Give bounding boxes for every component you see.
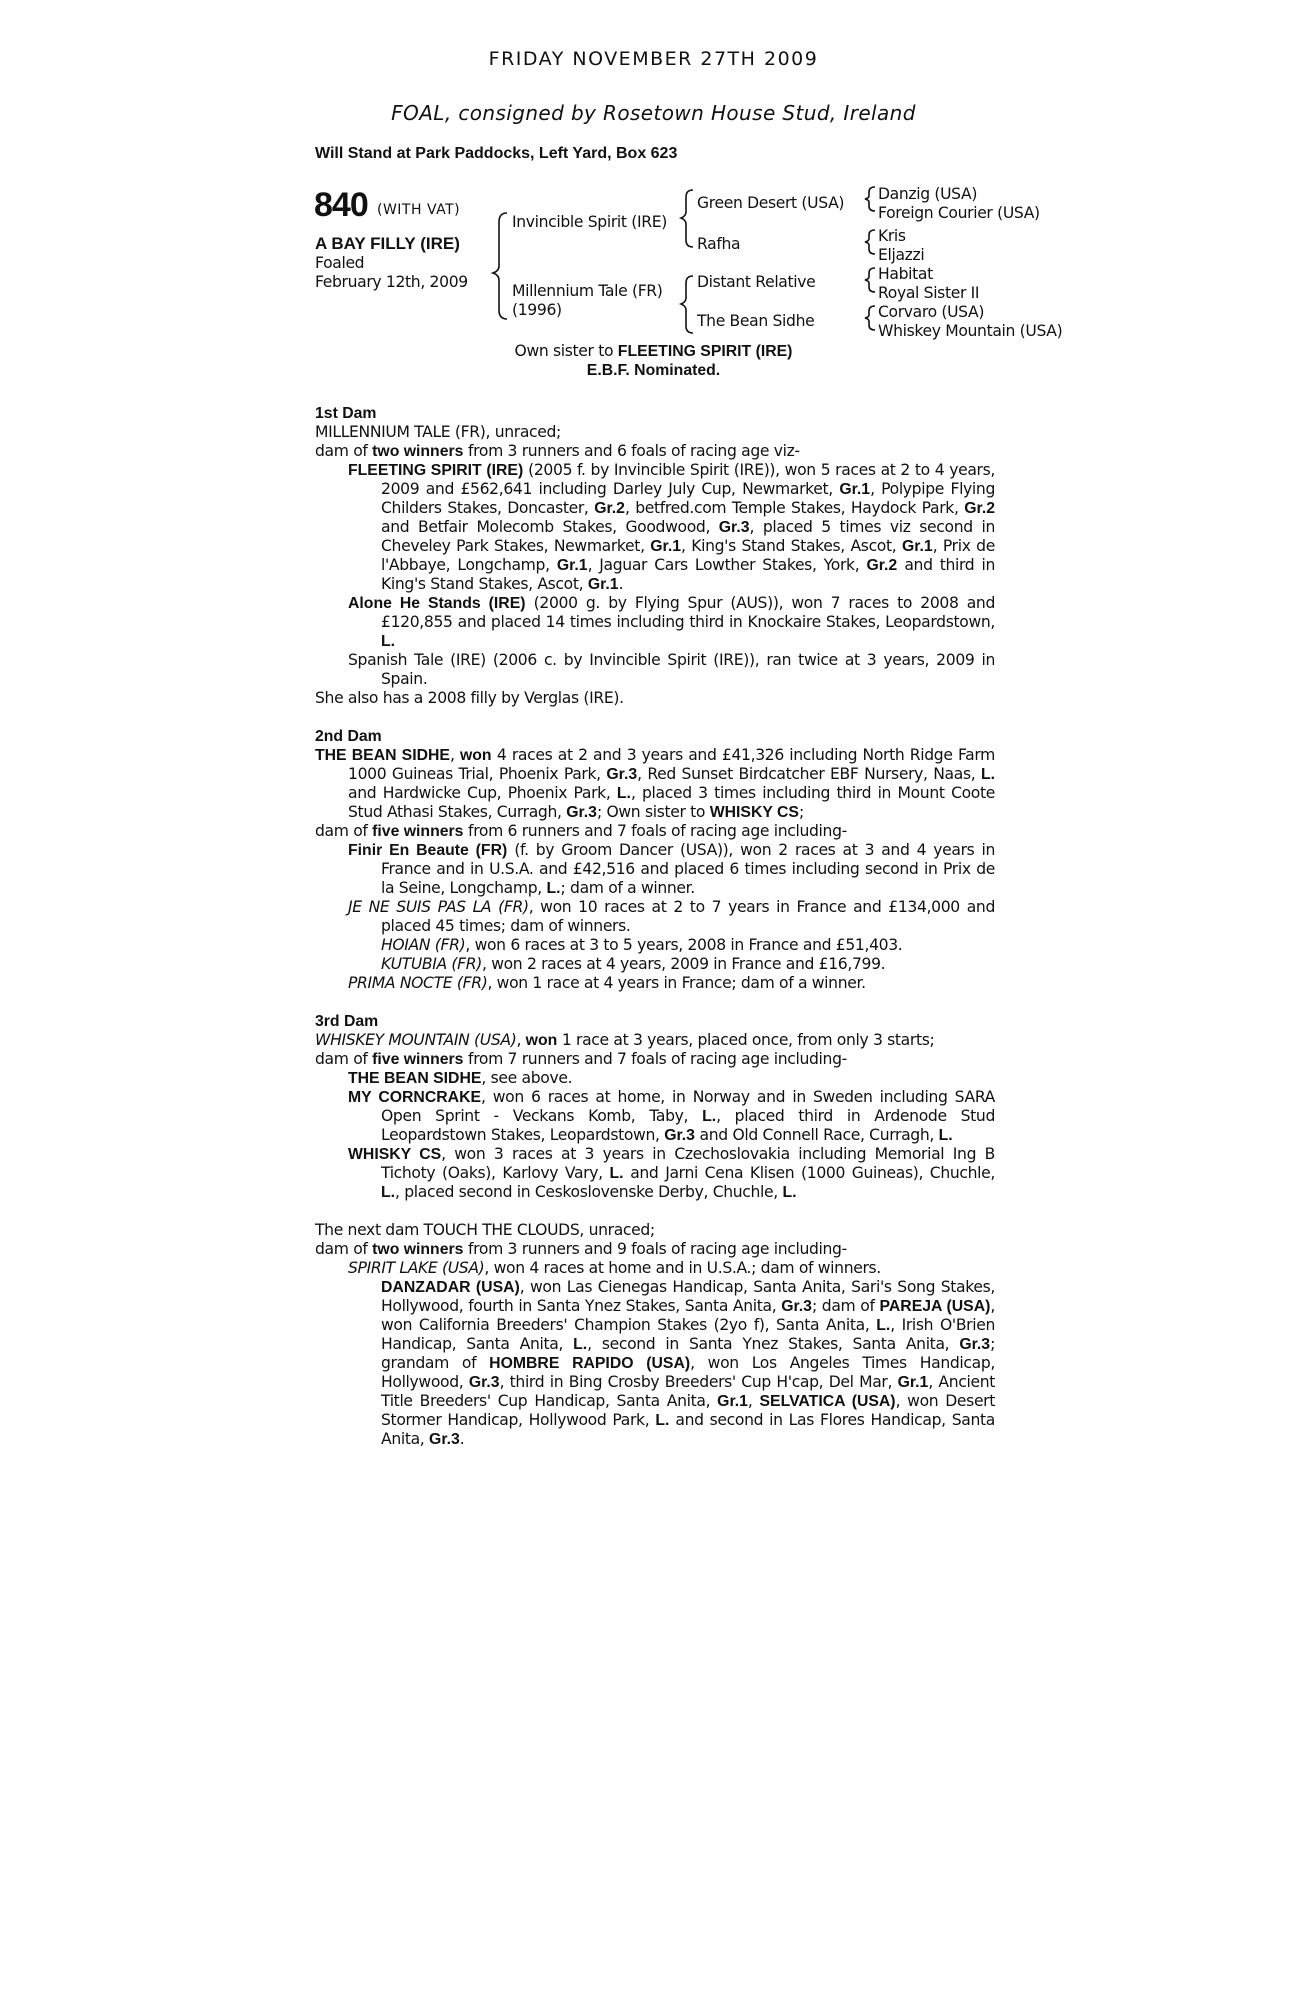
progeny-prima-nocte: PRIMA NOCTE (FR), won 1 race at 4 years in France; dam of a winner.: [348, 974, 866, 992]
stand-location: Will Stand at Park Paddocks, Left Yard, Box 623: [315, 145, 678, 162]
first-dam-heading: 1st Dam: [315, 405, 377, 422]
progeny-spanish-tale: Spanish Tale (IRE) (2006 c. by Invincible Spirit (IRE)), ran twice at 3 years, 2009 in Spain.: [348, 651, 995, 688]
first-dam-dam-of: dam of two winners from 3 runners and 6 foals of racing age viz-: [315, 442, 800, 460]
foaled-date: February 12th, 2009: [315, 273, 468, 291]
pedigree-ggp-5: Habitat: [878, 265, 933, 283]
pedigree-sire-dam: Rafha: [697, 235, 741, 253]
sale-date: FRIDAY NOVEMBER 27TH 2009: [488, 48, 819, 70]
next-dam-intro: The next dam TOUCH THE CLOUDS, unraced;: [315, 1221, 655, 1239]
progeny-fleeting-spirit: FLEETING SPIRIT (IRE) (2005 f. by Invincible Spirit (IRE)), won 5 races at 2 to 4 years, 2009 and £562,641 including Darley July Cup, Newmarket, Gr.1, Polypipe Flying Childers Stakes, Doncaster, Gr.2, betfred.com Temple Stakes, Haydock Park, Gr.2 and Betfair Molecomb Stakes, Goodwood, Gr.3, placed 5 times viz second in Cheveley Park Stakes, Newmarket, Gr.1, King's Stand Stakes, Ascot, Gr.1, Prix de l'Abbaye, Longchamp, Gr.1, Jaguar Cars Lowther Stakes, York, Gr.2 and third in King's Stand Stakes, Ascot, Gr.1.: [348, 461, 996, 593]
next-dam-section: [315, 1221, 995, 1449]
third-dam-heading: 3rd Dam: [315, 1013, 379, 1030]
ggp-bracket-4: [865, 306, 875, 330]
next-dam-dam-of: dam of two winners from 3 runners and 9 foals of racing age including-: [315, 1240, 847, 1258]
progeny-spirit-lake: SPIRIT LAKE (USA), won 4 races at home and in U.S.A.; dam of winners.: [348, 1259, 881, 1277]
progeny-the-bean-sidhe: THE BEAN SIDHE, see above.: [348, 1069, 573, 1087]
first-dam-also: She also has a 2008 filly by Verglas (IRE).: [315, 689, 624, 707]
third-dam-record: WHISKEY MOUNTAIN (USA), won 1 race at 3 years, placed once, from only 3 starts;: [315, 1031, 935, 1049]
ggp-bracket-1: [865, 187, 875, 211]
first-dam-section: [315, 404, 995, 708]
pedigree-brackets: [0, 0, 1307, 360]
pedigree-ggp-3: Kris: [878, 227, 906, 245]
progeny-je-ne-suis-pas-la: JE NE SUIS PAS LA (FR), won 10 races at 2 to 7 years in France and £134,000 and placed 45 times; dam of winners.: [348, 898, 996, 935]
pedigree-ggp-7: Corvaro (USA): [878, 303, 985, 321]
progeny-kutubia: KUTUBIA (FR), won 2 races at 4 years, 2009 in France and £16,799.: [381, 955, 886, 973]
main-bracket: [493, 213, 507, 319]
lot-number: 840: [314, 186, 368, 224]
own-sister-note: Own sister to FLEETING SPIRIT (IRE): [514, 342, 793, 360]
pedigree-ggp-6: Royal Sister II: [878, 284, 980, 302]
progeny-hoian: HOIAN (FR), won 6 races at 3 to 5 years, 2008 in France and £51,403.: [381, 936, 903, 954]
progeny-danzadar: DANZADAR (USA), won Las Cienegas Handicap, Santa Anita, Sari's Song Stakes, Hollywood, fourth in Santa Ynez Stakes, Santa Anita, Gr.3; dam of PAREJA (USA), won California Breeders' Champion Stakes (2yo f), Santa Anita, L., Irish O'Brien Handicap, Santa Anita, L., second in Santa Ynez Stakes, Santa Anita, Gr.3; grandam of HOMBRE RAPIDO (USA), won Los Angeles Times Handicap, Hollywood, Gr.3, third in Bing Crosby Breeders' Cup H'cap, Del Mar, Gr.1, Ancient Title Breeders' Cup Handicap, Santa Anita, Gr.1, SELVATICA (USA), won Desert Stormer Handicap, Hollywood Park, L. and second in Las Flores Handicap, Santa Anita, Gr.3.: [381, 1278, 996, 1448]
second-dam-section: [315, 727, 995, 993]
consignor-line: FOAL, consigned by Rosetown House Stud, Ireland: [391, 101, 916, 125]
sire-bracket: [681, 190, 693, 247]
own-sister-name: FLEETING SPIRIT (IRE): [617, 343, 793, 360]
pedigree-ggp-8: Whiskey Mountain (USA): [878, 322, 1063, 340]
foaled-label: Foaled: [315, 254, 365, 272]
pedigree-sire: Invincible Spirit (IRE): [512, 213, 667, 231]
third-dam-dam-of: dam of five winners from 7 runners and 7 foals of racing age including-: [315, 1050, 847, 1068]
progeny-whisky-cs: WHISKY CS, won 3 races at 3 years in Czechoslovakia including Memorial Ing B Tichoty (Oaks), Karlovy Vary, L. and Jarni Cena Klisen (1000 Guineas), Chuchle, L., placed second in Ceskoslovenske Derby, Chuchle, L.: [348, 1145, 995, 1201]
progeny-alone-he-stands: Alone He Stands (IRE) (2000 g. by Flying Spur (AUS)), won 7 races to 2008 and £120,855 and placed 14 times including third in Knockaire Stakes, Leopardstown, L.: [348, 594, 996, 650]
pedigree-sire-sire: Green Desert (USA): [697, 194, 845, 212]
pedigree-ggp-2: Foreign Courier (USA): [878, 204, 1040, 222]
progeny-my-corncrake: MY CORNCRAKE, won 6 races at home, in Norway and in Sweden including SARA Open Sprint - Veckans Komb, Taby, L., placed third in Ardenode Stud Leopardstown Stakes, Leopardstown, Gr.3 and Old Connell Race, Curragh, L.: [348, 1088, 995, 1144]
pedigree-dam-sire: Distant Relative: [697, 273, 816, 291]
progeny-finir-en-beaute: Finir En Beaute (FR) (f. by Groom Dancer (USA)), won 2 races at 3 and 4 years in France and in U.S.A. and £42,516 and placed 6 times including second in Prix de la Seine, Longchamp, L.; dam of a winner.: [348, 841, 995, 897]
ggp-bracket-3: [865, 268, 875, 292]
catalogue-body: [315, 404, 995, 1449]
pedigree-dam-year: (1996): [512, 301, 562, 319]
pedigree-dam: Millennium Tale (FR): [512, 282, 663, 300]
second-dam-heading: 2nd Dam: [315, 728, 382, 745]
pedigree-dam-dam: The Bean Sidhe: [697, 312, 815, 330]
second-dam-dam-of: dam of five winners from 6 runners and 7 foals of racing age including-: [315, 822, 847, 840]
ggp-bracket-2: [865, 230, 875, 254]
lot-notes: [0, 342, 1307, 380]
first-dam-intro: MILLENNIUM TALE (FR), unraced;: [315, 423, 561, 441]
pedigree-ggp-1: Danzig (USA): [878, 185, 978, 203]
ebf-note: E.B.F. Nominated.: [586, 362, 721, 379]
second-dam-record: THE BEAN SIDHE, won 4 races at 2 and 3 years and £41,326 including North Ridge Farm 1000 Guineas Trial, Phoenix Park, Gr.3, Red Sunset Birdcatcher EBF Nursery, Naas, L. and Hardwicke Cup, Phoenix Park, L., placed 3 times including third in Mount Coote Stud Athasi Stakes, Curragh, Gr.3; Own sister to WHISKY CS;: [315, 746, 995, 821]
pedigree-ggp-4: Eljazzi: [878, 246, 925, 264]
lot-vat-note: (WITH VAT): [377, 202, 461, 218]
third-dam-section: [315, 1012, 995, 1202]
lot-name: A BAY FILLY (IRE): [315, 234, 460, 253]
dam-bracket: [681, 276, 693, 333]
